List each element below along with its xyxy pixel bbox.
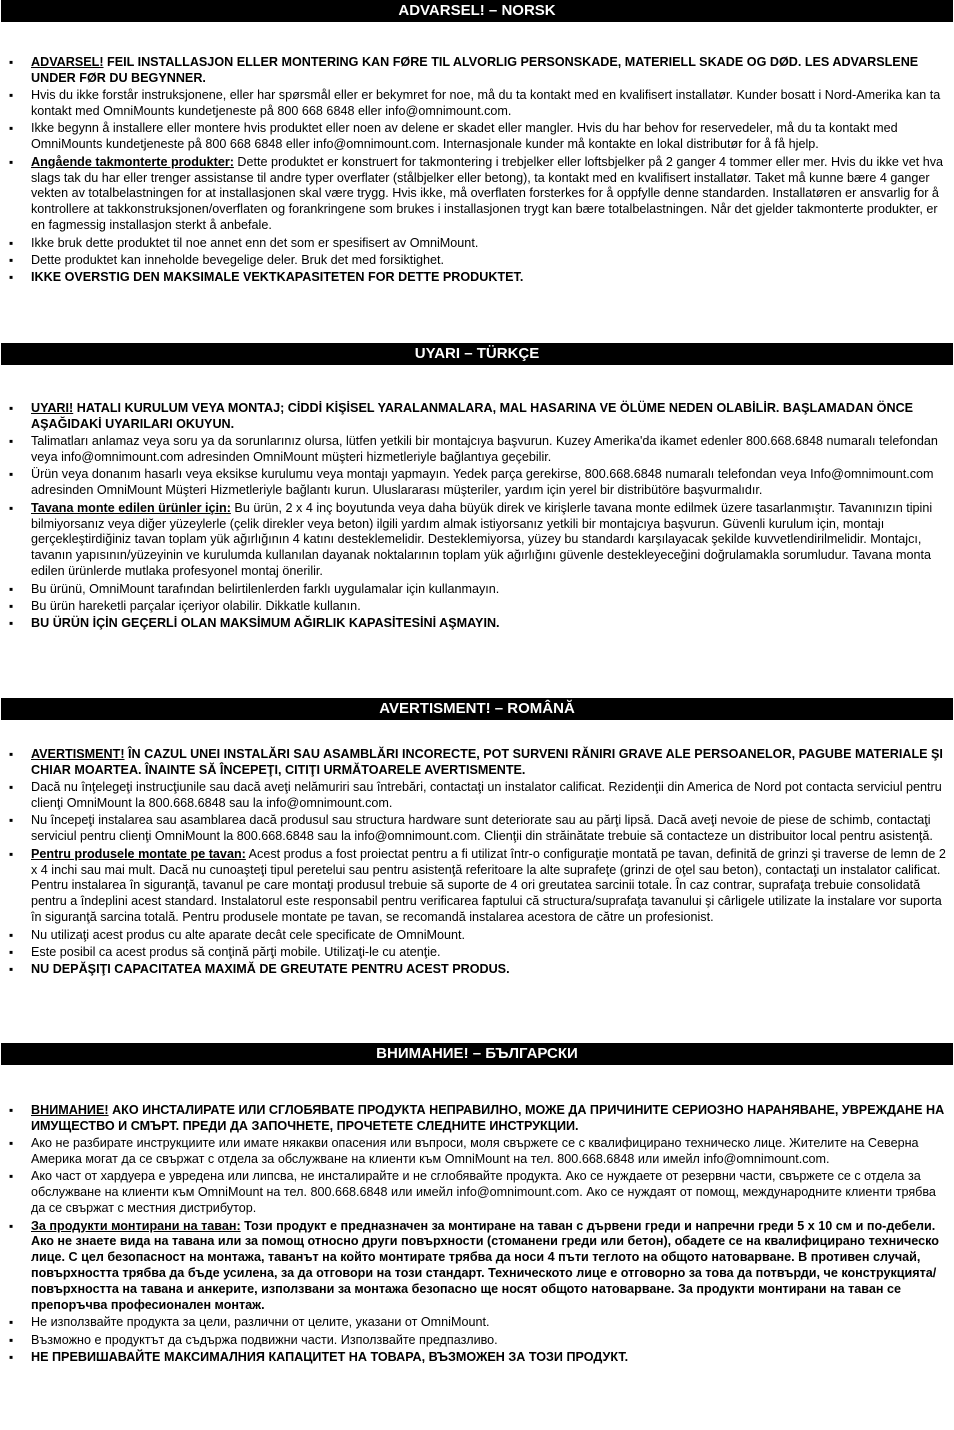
list-item: ▪ Възможно е продуктът да съдържа подвижни части. Използвайте предпазливо. — [0, 1333, 954, 1349]
list-item: ▪ ВНИМАНИЕ! АКО ИНСТАЛИРАТЕ ИЛИ СГЛОБЯВАТЕ ПРОДУКТА НЕПРАВИЛНО, МОЖЕ ДА ПРИЧИНИТЕ СЕРИОЗНО НАРАНЯВАНЕ, УВРЕЖДАНЕ НА ИМУЩЕСТВО И СМЪРТ. ПРЕДИ ДА ЗАПОЧНЕТЕ, ПРОЧЕТЕТЕ СЛЕДНИТЕ ИНСТРУКЦИИ. — [0, 1103, 954, 1135]
list-item: ▪ Este posibil ca acest produs să conţină părţi mobile. Utilizaţi-le cu atenţie. — [0, 945, 954, 961]
list-item: ▪ IKKE OVERSTIG DEN MAKSIMALE VEKTKAPASITETEN FOR DETTE PRODUKTET. — [0, 270, 954, 286]
list-item: ▪ Pentru produsele montate pe tavan: Acest produs a fost proiectat pentru a fi utilizat într-o configuraţie montată pe tavan, definită de grinzi şi traverse de lemn de 2 x 4 inchi sau mai mult. Dacă nu cunoaşteţi tipul peretelui sau pentru asistenţă referitoare la alte suprafeţe (grinzi de oţel sau beton), contactaţi un instalator calificat. Pentru instalarea în siguranţă, tavanul pe care montaţi produsul trebuie să suporte de 4 ori greutatea sarcinii totale. În caz contrar, suprafaţa trebuie consolidată pentru a îndeplini acest standard. Instalatorul este responsabil pentru verificarea faptului că structura/suprafaţa tavanului şi cârligele utilizate la instalare vor suporta în siguranţă sarcina totală. Pentru produsele montate pe tavan, se recomandă instalarea acestora de către un profesionist. — [0, 847, 954, 927]
list-item: ▪ За продукти монтирани на таван: Този продукт е предназначен за монтиране на таван с дървени греди и напречни греди 5 х 10 см и по-дебели. Ако не знаете вида на тавана или за помощ относно други повърхности (стоманени греди или бетон), обадете се на квалифицирано техническо лице. С цел безопасност на монтажа, таванът на който монтирате трябва да носи 4 пъти теглото на общото натоварване. В противен случай, повърхността трябва да бъде усилена, за да отговори на този стандарт. Техническото лице е отговорно за това да потвърди, че конструкцията/ повърхността на тавана и анкерите, използвани за монтажа безопасно ще носят общото натоварване. За продукти монтирани на таван се препоръчва професионален монтаж. — [0, 1219, 954, 1314]
list-item: ▪ Nu începeţi instalarea sau asamblarea dacă produsul sau structura hardware sunt deteriorate sau au părţi lipsă. Dacă aveţi nevoie de piese de schimb, contactaţi serviciul pentru clienţi OmniMount la 800.668.6848 sau la info@omnimount.com. Clienţii din străinătate trebuie să contacteze un distribuitor local pentru asistenţă. — [0, 813, 954, 845]
list-item: ▪ Bu ürünü, OmniMount tarafından belirtilenlerden farklı uygulamalar için kullanmayın. — [0, 582, 954, 598]
warning-list — [0, 55, 954, 286]
section-turkce — [0, 343, 954, 633]
section-header: UYARI – TÜRKÇE — [1, 343, 953, 365]
list-item: ▪ Ikke begynn å installere eller montere hvis produktet eller noen av delene er skadet eller mangler. Hvis du har behov for reservedeler, må du ta kontakt med OmniMounts kundetjeneste på 800 668 6848 eller info@omnimount.com. Internasjonale kunder må kontakte en lokal distributør for å få hjelp. — [0, 121, 954, 153]
list-item: ▪ Ikke bruk dette produktet til noe annet enn det som er spesifisert av OmniMount. — [0, 236, 954, 252]
list-item: ▪ Ако не разбирате инструкциите или имате някакви опасения или въпроси, моля свържете се с квалифицирано техническо лице. Жителите на Северна Америка могат да се свържат с отдела за обслужване на клиенти към OmniMount на тел. 800.668.6848 или имейл info@omnimount.com. — [0, 1136, 954, 1168]
list-item: ▪ Не използвайте продукта за цели, различни от целите, указани от OmniMount. — [0, 1315, 954, 1331]
list-item: ▪ BU ÜRÜN İÇİN GEÇERLİ OLAN MAKSİMUM AĞIRLIK KAPASİTESİNİ AŞMAYIN. — [0, 616, 954, 632]
list-item: ▪ Dette produktet kan inneholde bevegelige deler. Bruk det med forsiktighet. — [0, 253, 954, 269]
list-item: ▪ Angående takmonterte produkter: Dette produktet er konstruert for takmontering i trebjelker eller loftsbjelker på 2 ganger 4 tommer eller mer. Hvis du ikke vet hva slags tak du har eller trenger assistanse til andre typer overflater (stålbjelker eller betong), ta kontakt med en kvalifisert installatør. Taket må kunne bære 4 ganger vekten av totalbelastningen for at installasjonen skal være trygg. Hvis ikke, må overflaten forsterkes for å oppfylle denne standarden. Installatøren er ansvarlig for å kontrollere at takkonstruksjonen/overflaten og forankringene som brukes i installasjonen trygt kan bære totalbelastningen. Når det gjelder takmonterte produkter, er en fagmessig installasjon sterkt å anbefale. — [0, 155, 954, 235]
list-item: ▪ AVERTISMENT! ÎN CAZUL UNEI INSTALĂRI SAU ASAMBLĂRI INCORECTE, POT SURVENI RĂNIRI GRAVE ALE PERSOANELOR, PAGUBE MATERIALE ŞI CHIAR MOARTEA. ÎNAINTE SĂ ÎNCEPEŢI, CITIŢI URMĂTOARELE AVERTISMENTE. — [0, 747, 954, 779]
list-item: ▪ NU DEPĂŞIŢI CAPACITATEA MAXIMĂ DE GREUTATE PENTRU ACEST PRODUS. — [0, 962, 954, 978]
list-item: ▪ Tavana monte edilen ürünler için: Bu ürün, 2 x 4 inç boyutunda veya daha büyük direk ve kirişlerle tavana monte edilmek üzere tasarlanmıştır. Tavanınızın tipini bilmiyorsanız veya diğer yüzeylerle (çelik direkler veya beton) ilgili yardım almak istiyorsanız yetkili bir montajcıya başvurun. Güvenli kurulum için, montajı gerçekleştirdiğiniz tavan toplam yük ağırlığının 4 katını desteklemelidir. Desteklemiyorsa, yüzey bu standardı karşılayacak şekilde kuvvetlendirilmelidir. Montajcı, tavanın yapısının/yüzeyinin ve kurulumda kullanılan dayanak noktalarının toplam yük ağırlığını güvenle destekleyeceğini doğrulamakla sorumludur. Tavana monta edilen ürünlerde mutlaka profesyonel montaj önerilir. — [0, 501, 954, 581]
list-item: ▪ Ако част от хардуера е увредена или липсва, не инсталирайте и не сглобявайте продукта. Ако се нуждаете от резервни части, свържете се с отдела за обслужване на клиенти към OmniMount на тел. 800.668.6848 или имейл info@omnimount.com. Ако се нуждаят от помощ, международните клиенти трябва да се свържат с местния дистрибутор. — [0, 1169, 954, 1217]
section-norsk — [0, 0, 954, 287]
list-item: ▪ Nu utilizaţi acest produs cu alte aparate decât cele specificate de OmniMount. — [0, 928, 954, 944]
list-item: ▪ UYARI! HATALI KURULUM VEYA MONTAJ; CİDDİ KİŞİSEL YARALANMALARA, MAL HASARINA VE ÖLÜME NEDEN OLABİLİR. BAŞLAMADAN ÖNCE AŞAĞIDAKİ UYARILARI OKUYUN. — [0, 401, 954, 433]
section-romana — [0, 698, 954, 979]
section-header: ADVARSEL! – NORSK — [1, 0, 953, 22]
list-item: ▪ ADVARSEL! FEIL INSTALLASJON ELLER MONTERING KAN FØRE TIL ALVORLIG PERSONSKADE, MATERIELL SKADE OG DØD. LES ADVARSLENE UNDER FØR DU BEGYNNER. — [0, 55, 954, 87]
list-item: ▪ Ürün veya donanım hasarlı veya eksikse kurulumu veya montajı yapmayın. Yedek parça gerekirse, 800.668.6848 numaralı telefondan veya Info@omnimount.com adresinden OmniMount Müşteri Hizmetleriyle bağlantı kurun. Uluslararası müşteriler, yardım için yerel bir distribütöre başvurmalıdır. — [0, 467, 954, 499]
list-item: ▪ Talimatları anlamaz veya soru ya da sorunlarınız olursa, lütfen yetkili bir montajcıya başvurun. Kuzey Amerika'da ikamet edenler 800.668.6848 numaralı telefondan veya info@omnimount.com adresinden OmniMount müşteri hizmetleriyle bağlantıya geçebilir. — [0, 434, 954, 466]
list-item: ▪ Hvis du ikke forstår instruksjonene, eller har spørsmål eller er bekymret for noe, må du ta kontakt med en kvalifisert installatør. Kunder bosatt i Nord-Amerika kan ta kontakt med OmniMounts kundetjeneste på 800 668 6848 eller info@omnimount.com. — [0, 88, 954, 120]
list-item: ▪ Dacă nu înţelegeţi instrucţiunile sau dacă aveţi nelămuriri sau întrebări, contactaţi un instalator calificat. Rezidenţii din America de Nord pot contacta serviciul pentru clienţi OmniMount la 800.668.6848 sau la info@omnimount.com. — [0, 780, 954, 812]
warning-list — [0, 1103, 954, 1366]
warning-list — [0, 401, 954, 632]
list-item: ▪ НЕ ПРЕВИШАВАЙТЕ МАКСИМАЛНИЯ КАПАЦИТЕТ НА ТОВАРА, ВЪЗМОЖЕН ЗА ТОЗИ ПРОДУКТ. — [0, 1350, 954, 1366]
section-balgarski — [0, 1043, 954, 1367]
list-item: ▪ Bu ürün hareketli parçalar içeriyor olabilir. Dikkatle kullanın. — [0, 599, 954, 615]
section-header: AVERTISMENT! – ROMÂNĂ — [1, 698, 953, 720]
warning-list — [0, 747, 954, 978]
section-header: ВНИМАНИЕ! – БЪЛГАРСКИ — [1, 1043, 953, 1065]
